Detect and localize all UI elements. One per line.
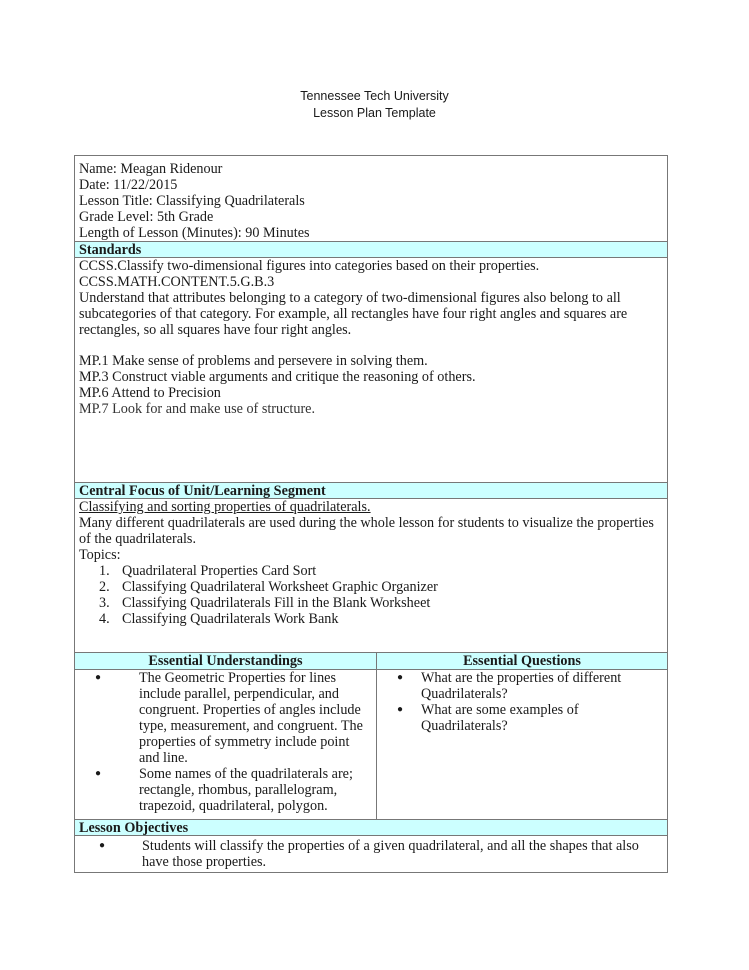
topic-item <box>79 611 663 627</box>
question-item: ● What are the properties of different Quadrilaterals? <box>377 670 647 702</box>
objectives-body <box>75 835 667 872</box>
central-focus-heading: Central Focus of Unit/Learning Segment <box>75 482 667 498</box>
topic-item <box>79 595 663 611</box>
topic-text: Classifying Quadrilateral Worksheet Graphic Organizer <box>122 579 438 595</box>
objective-item: ● Students will classify the properties of a given quadrilateral, and all the shapes that also have those properties. <box>79 838 649 870</box>
standard-code: CCSS.MATH.CONTENT.5.G.B.3 <box>79 274 275 290</box>
standard-description: Understand that attributes belonging to a category of two-dimensional figures also belong to all subcategories of that category. For example, all rectangles have four right angles and squares are rectangles, so all squares have four right angles. <box>79 290 628 338</box>
teacher-name: Name: Meagan Ridenour <box>79 161 223 177</box>
topics-label: Topics: <box>79 547 121 563</box>
essential-questions <box>377 653 667 819</box>
focus-summary: Classifying and sorting properties of quadrilaterals. <box>79 499 371 515</box>
topic-text: Classifying Quadrilaterals Work Bank <box>122 611 339 627</box>
essential-section <box>75 652 667 819</box>
standards-heading: Standards <box>75 241 667 257</box>
grade-level: Grade Level: 5th Grade <box>79 209 214 225</box>
objectives-heading: Lesson Objectives <box>75 819 667 835</box>
standards-body <box>75 257 667 482</box>
lesson-plan-table <box>74 155 668 873</box>
lesson-info <box>75 156 667 241</box>
question-item: ● What are some examples of Quadrilaterals? <box>377 702 647 734</box>
focus-text: Many different quadrilaterals are used during the whole lesson for students to visualize the properties of the quadrilaterals. <box>79 515 654 547</box>
mp-standard: MP.1 Make sense of problems and persevere in solving them. <box>79 353 428 369</box>
understandings-heading: Essential Understandings <box>75 653 376 670</box>
topic-number: 2. <box>99 579 110 595</box>
topic-text: Quadrilateral Properties Card Sort <box>122 563 317 579</box>
lesson-title: Lesson Title: Classifying Quadrilaterals <box>79 193 305 209</box>
topic-number: 1. <box>99 563 110 579</box>
topic-number: 3. <box>99 595 110 611</box>
lesson-length: Length of Lesson (Minutes): 90 Minutes <box>79 225 310 241</box>
questions-heading: Essential Questions <box>377 653 667 670</box>
understanding-item: ● The Geometric Properties for lines include parallel, perpendicular, and congruent. Properties of angles include type, measurement, and congruent. The properties of symmetry include point and line. <box>75 670 370 766</box>
lesson-date: Date: 11/22/2015 <box>79 177 178 193</box>
topic-text: Classifying Quadrilaterals Fill in the Blank Worksheet <box>122 595 431 611</box>
essential-understandings <box>75 653 377 819</box>
standard-line: CCSS.Classify two-dimensional figures into categories based on their properties. <box>79 258 540 274</box>
mp-standard: MP.6 Attend to Precision <box>79 385 221 401</box>
central-focus-body <box>75 498 667 652</box>
topic-number: 4. <box>99 611 110 627</box>
mp-standard: MP.7 Look for and make use of structure. <box>79 401 316 417</box>
mp-standard: MP.3 Construct viable arguments and critique the reasoning of others. <box>79 369 476 385</box>
topics-list <box>79 563 663 627</box>
document-title: Lesson Plan Template <box>313 106 436 120</box>
topic-item <box>79 579 663 595</box>
university-name: Tennessee Tech University <box>300 89 449 103</box>
understanding-item: ● Some names of the quadrilaterals are; rectangle, rhombus, parallelogram, trapezoid, quadrilateral, polygon. <box>75 766 370 814</box>
topic-item <box>79 563 663 579</box>
